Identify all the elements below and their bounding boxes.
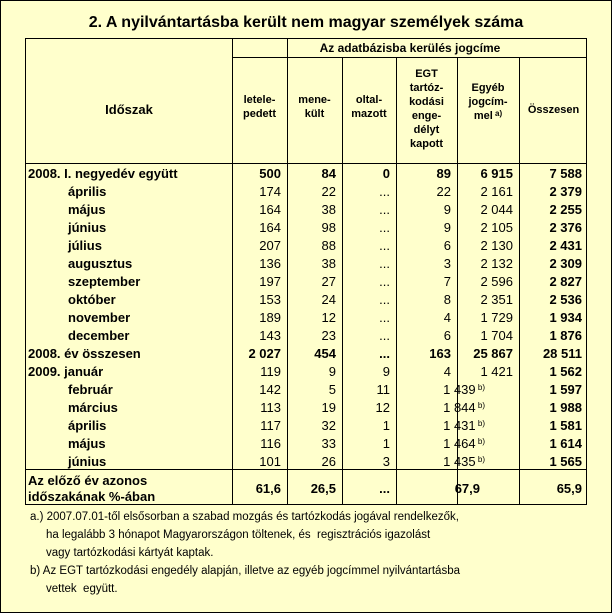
table-cell: 25 867 [473,346,513,361]
table-cell: 2 379 [549,184,582,199]
table-cell: 22 [321,184,336,199]
table-cell: 2 132 [480,256,513,271]
table-cell: 38 [321,256,336,271]
table-cell: 500 [259,166,281,181]
table-cell: 27 [321,274,336,289]
row-label: június [68,454,107,469]
table-cell: 1 431 $^{b)}$ [443,418,485,433]
table-cell: 2 351 [480,292,513,307]
table-cell: 1 704 [480,328,513,343]
table-cell: 1 876 [549,328,582,343]
table-cell: 164 [259,220,281,235]
footnote-line: vettek együtt. [30,583,118,595]
table-cell: 2 027 [248,346,281,361]
table-cell: 3 [443,256,451,271]
table-cell: 101 [259,454,281,469]
row-label: 2008. év összesen [28,346,141,361]
table-cell: 38 [321,202,336,217]
table-cell: 9 [382,364,390,379]
table-cell: 2 105 [480,220,513,235]
table-cell: 6 915 [480,166,513,181]
table-cell: 1 988 [549,400,582,415]
table-title: 2. A nyilvántartásba került nem magyar személyek száma [88,14,524,31]
table-cell: 454 [314,346,336,361]
col-divider [519,57,520,504]
table-cell: 1 597 [549,382,582,397]
table-cell: 1 562 [549,364,582,379]
table-cell: ... [379,481,390,496]
table-cell: 32 [321,418,336,433]
table-cell: 2 130 [480,238,513,253]
table-cell: 1 [382,436,390,451]
row-label: április [68,418,107,433]
header-col-4: EGT tartóz- kodási enge- délyt kapott [409,68,444,150]
table-cell: 174 [259,184,281,199]
table-cell: 1 435 $^{b)}$ [443,454,485,469]
table-cell: 26,5 [310,481,336,496]
table-cell: 4 [443,310,451,325]
table-cell: 1 729 [480,310,513,325]
row-label: szeptember [68,274,141,289]
footnote-line: b) Az EGT tartózkodási engedély alapján, illetve az egyéb jogcímmel nyilvántartásba [30,565,460,577]
table-cell: 6 [443,328,451,343]
table-cell: ... [379,328,390,343]
table-cell: 89 [436,166,451,181]
table-cell: ... [379,274,390,289]
table-cell: 207 [259,238,281,253]
last-row-label: Az előző év azonos [28,473,148,488]
table-cell: 2 044 [480,202,513,217]
table-cell: 1 934 [549,310,582,325]
row-label: május [68,436,106,451]
row-label: június [68,220,107,235]
table-cell: 3 [382,454,390,469]
table-cell: 8 [443,292,451,307]
row-divider [26,469,586,470]
row-label: 2009. január [28,364,104,379]
row-label: 2008. I. negyedév együtt [28,166,178,181]
table-cell: 143 [259,328,281,343]
row-label: július [68,238,102,253]
table-cell: 1 421 [480,364,513,379]
table-cell: 67,9 [454,481,480,496]
data-table [25,38,587,505]
footnote-line: ha legalább 3 hónapot Magyarországon töltenek, és regisztrációs igazolást [30,529,431,541]
table-cell: ... [379,238,390,253]
table-cell: 61,6 [255,481,281,496]
table-cell: 136 [259,256,281,271]
table-cell: 163 [429,346,451,361]
table-cell: 24 [321,292,336,307]
table-cell: 65,9 [556,481,582,496]
table-cell: 2 376 [549,220,582,235]
table-cell: 1 464 $^{b)}$ [443,436,485,451]
row-label: május [68,202,106,217]
table-cell: ... [379,184,390,199]
table-cell: 1 614 [549,436,582,451]
table-cell: 1 581 [549,418,582,433]
table-cell: 2 827 [549,274,582,289]
header-col-2: mene- kült [298,94,331,120]
row-divider [232,57,586,58]
table-cell: 153 [259,292,281,307]
row-label: április [68,184,107,199]
header-period: Időszak [105,102,153,117]
table-cell: 119 [260,364,281,379]
table-cell: 23 [321,328,336,343]
row-label: december [68,328,130,343]
table-cell: 2 596 [480,274,513,289]
table-cell: 22 [436,184,451,199]
table-cell: ... [379,256,390,271]
table-cell: 1 439 $^{b)}$ [443,382,485,397]
table-cell: 4 [443,364,451,379]
last-row-label: időszakának %-ában [28,489,156,504]
table-cell: ... [379,310,390,325]
table-cell: 142 [259,382,281,397]
table-cell: 1 844 $^{b)}$ [443,400,485,415]
table-cell: 117 [260,418,281,433]
table-cell: 26 [321,454,336,469]
table-cell: 11 [376,382,390,397]
table-cell: 197 [259,274,281,289]
row-label: március [68,400,118,415]
header-col-3: oltal- mazott [351,94,387,120]
table-cell: 9 [443,202,451,217]
table-cell: 2 161 [480,184,513,199]
table-cell: 98 [321,220,336,235]
header-col-5: Egyéb jogcím- mel $^{a)}$ [468,82,508,122]
table-cell: 19 [321,400,336,415]
table-cell: 1 [382,418,390,433]
table-cell: ... [379,202,390,217]
table-cell: 2 309 [549,256,582,271]
table-cell: 0 [382,166,390,181]
table-cell: ... [379,292,390,307]
table-cell: 113 [260,400,281,415]
table-cell: 2 431 [549,238,582,253]
table-cell: 1 565 [549,454,582,469]
table-cell: 7 [443,274,451,289]
table-cell: 164 [259,202,281,217]
table-cell: 7 588 [549,166,582,181]
footnote-line: vagy tartózkodási kártyát kaptak. [30,547,214,559]
table-cell: 88 [321,238,336,253]
table-cell: 9 [328,364,336,379]
footnotes [30,508,460,598]
table-cell: 116 [260,436,281,451]
table-cell: 84 [321,166,336,181]
table-cell: 6 [443,238,451,253]
col-divider [342,57,343,504]
row-label: november [68,310,131,325]
footnote-line: a.) 2007.07.01-től elsősorban a szabad mozgás és tartózkodás jogával rendelkezők, [30,511,459,523]
table-cell: ... [379,220,390,235]
row-divider [26,163,586,164]
header-group: Az adatbázisba kerülés jogcíme [319,41,501,55]
header-col-1: letele- pedett [243,94,276,120]
row-label: október [68,292,116,307]
header-col-6: Összesen [527,104,580,116]
table-cell: 2 255 [549,202,582,217]
table-cell: 2 536 [549,292,582,307]
table-cell: 189 [259,310,281,325]
row-label: február [68,382,113,397]
table-cell: ... [379,346,390,361]
table-cell: 28 511 [542,346,582,361]
row-label: augusztus [68,256,133,271]
table-cell: 33 [321,436,336,451]
table-cell: 12 [321,310,336,325]
table-cell: 9 [443,220,451,235]
table-cell: 12 [375,400,390,415]
table-cell: 5 [328,382,336,397]
